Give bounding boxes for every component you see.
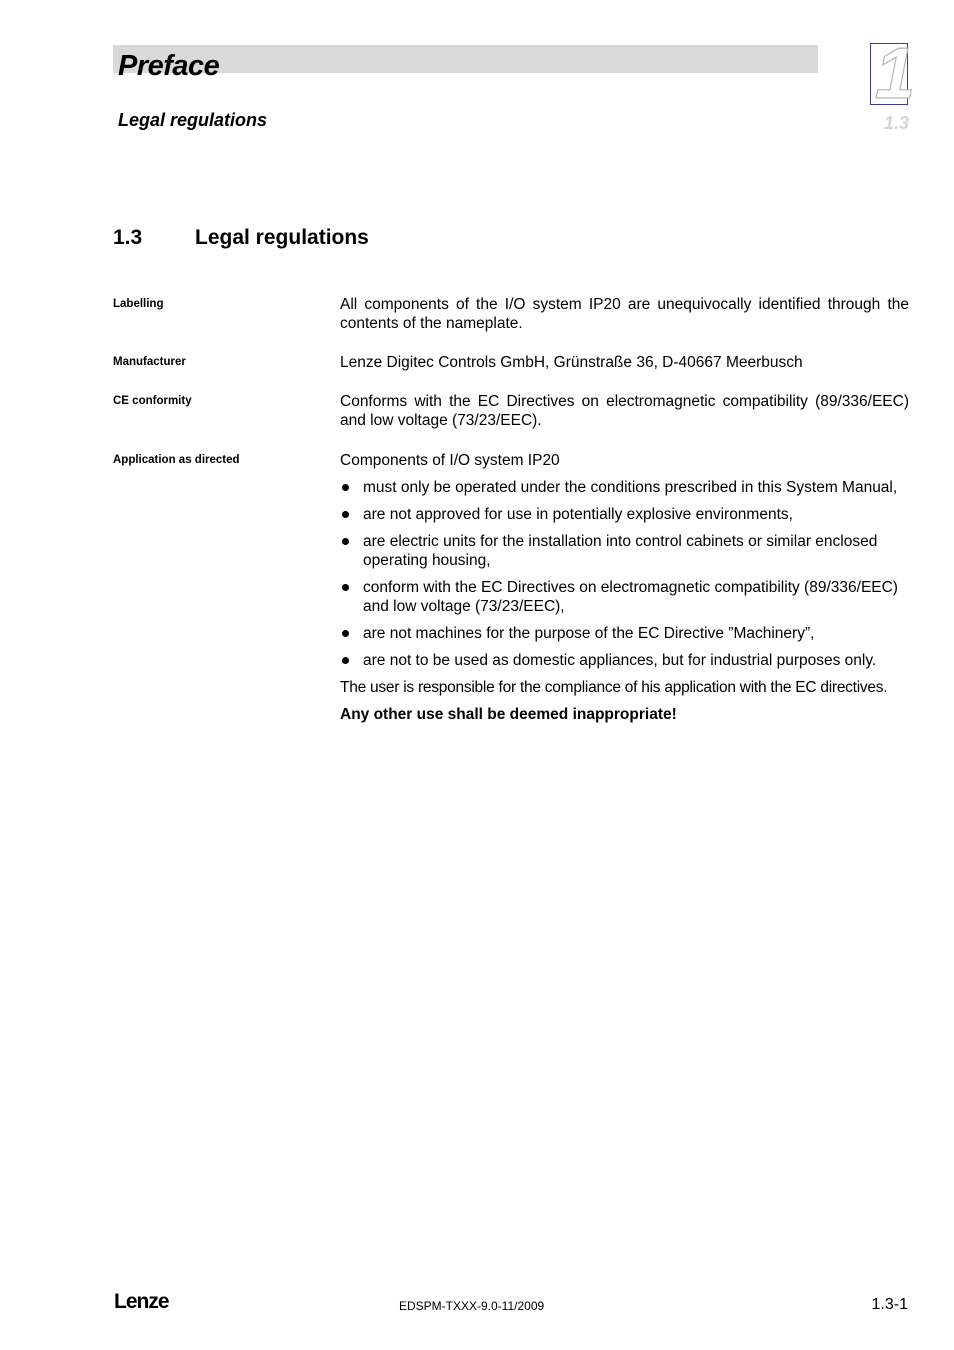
list-item: conform with the EC Directives on electromagnetic compatibility (89/336/EEC) and low voltage (73/23/EEC), <box>340 578 909 616</box>
document-code: EDSPM-TXXX-9.0-11/2009 <box>399 1299 545 1313</box>
manufacturer-label: Manufacturer <box>113 356 186 368</box>
list-item: are not machines for the purpose of the EC Directive ”Machinery”, <box>340 624 909 643</box>
manufacturer-text: Lenze Digitec Controls GmbH, Grünstraße 36, D-40667 Meerbusch <box>340 354 803 371</box>
chapter-number-box <box>870 34 916 114</box>
list-item: are not to be used as domestic appliances, but for industrial purposes only. <box>340 651 909 670</box>
chapter-title: Preface <box>118 50 220 82</box>
chapter-number: 1 <box>875 34 916 114</box>
application-content <box>340 451 909 724</box>
section-number: 1.3 <box>113 226 143 249</box>
section-title: Legal regulations <box>195 226 369 249</box>
application-label: Application as directed <box>113 454 240 466</box>
list-item: are not approved for use in potentially explosive environments, <box>340 505 909 524</box>
list-item: are electric units for the installation into control cabinets or similar enclosed operating housing, <box>340 532 909 570</box>
page-number: 1.3-1 <box>871 1296 908 1313</box>
running-subheader: Legal regulations <box>118 110 268 130</box>
application-note: The user is responsible for the compliance of his application with the EC directives. <box>340 679 888 696</box>
lenze-logo: Lenze <box>114 1290 169 1313</box>
application-warning: Any other use shall be deemed inappropriate! <box>340 706 677 723</box>
application-intro: Components of I/O system IP20 <box>340 452 560 469</box>
ce-conformity-text: Conforms with the EC Directives on electromagnetic compatibility (89/336/EEC) and low voltage (73/23/EEC). <box>340 393 909 429</box>
section-heading <box>113 226 369 250</box>
ce-conformity-label: CE conformity <box>113 395 192 407</box>
labelling-label: Labelling <box>113 298 164 310</box>
labelling-text: All components of the I/O system IP20 are unequivocally identified through the contents of the nameplate. <box>340 296 909 332</box>
list-item: must only be operated under the conditions prescribed in this System Manual, <box>340 478 909 497</box>
section-number-marker: 1.3 <box>884 113 910 133</box>
application-list <box>340 478 909 670</box>
